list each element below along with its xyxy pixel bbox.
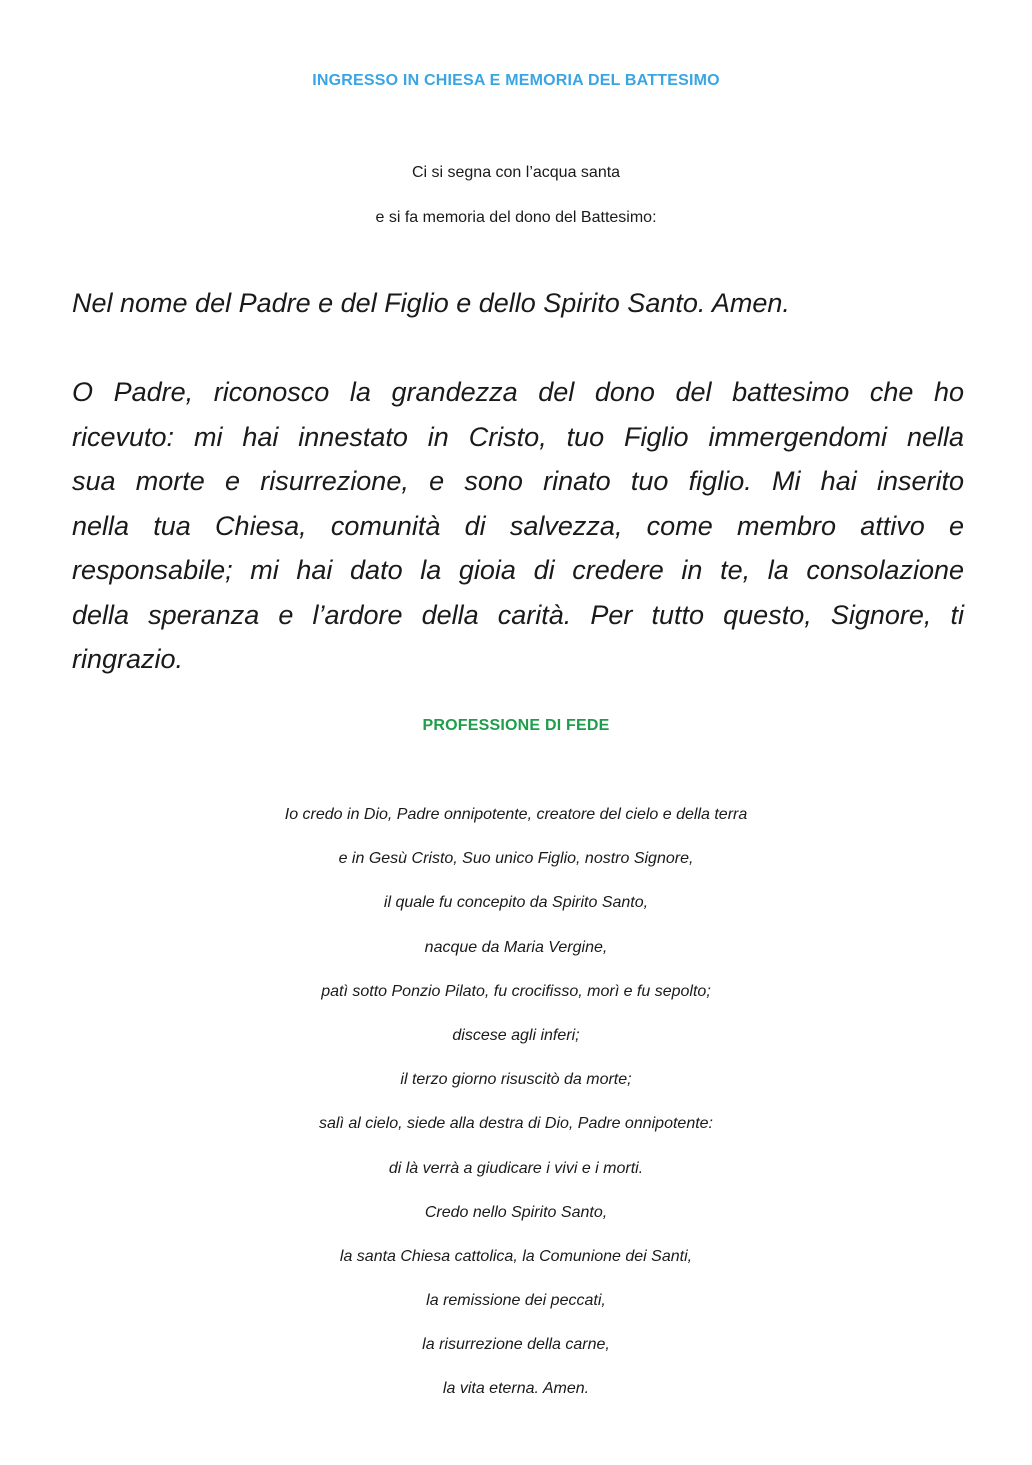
- prayer-line: responsabile; mi hai dato la gioia di credere in te, la consolazione: [72, 555, 964, 585]
- section-title-professione-di-fede: PROFESSIONE DI FEDE: [422, 717, 610, 734]
- sign-of-cross-text: Nel nome del Padre e del Figlio e dello Spirito Santo. Amen.: [72, 288, 790, 318]
- prayer-line: ricevuto: mi hai innestato in Cristo, tuo Figlio immergendomi nella: [72, 421, 964, 452]
- creed-line: nacque da Maria Vergine,: [424, 938, 608, 956]
- intro-text: [0, 150, 1032, 240]
- creed-text: [0, 793, 1032, 1412]
- creed-line: il terzo giorno risuscitò da morte;: [400, 1071, 632, 1089]
- creed-line: la vita eterna. Amen.: [442, 1380, 590, 1398]
- intro-line: Ci si segna con l’acqua santa: [411, 164, 621, 181]
- creed-line: salì al cielo, siede alla destra di Dio, Padre onnipotente:: [318, 1115, 713, 1133]
- prayer-line: sua morte e risurrezione, e sono rinato tuo figlio. Mi hai inserito: [72, 466, 964, 496]
- creed-line: Io credo in Dio, Padre onnipotente, creatore del cielo e della terra: [284, 806, 748, 823]
- creed-line: la risurrezione della carne,: [422, 1336, 610, 1354]
- baptism-prayer: [72, 370, 964, 682]
- prayer-line: nella tua Chiesa, comunità di salvezza, come membro attivo e: [72, 510, 964, 541]
- intro-line: e si fa memoria del dono del Battesimo:: [375, 209, 657, 226]
- creed-line: patì sotto Ponzio Pilato, fu crocifisso, morì e fu sepolto;: [321, 982, 711, 1000]
- creed-line: e in Gesù Cristo, Suo unico Figlio, nostro Signore,: [338, 850, 694, 868]
- creed-line: di là verrà a giudicare i vivi e i morti.: [388, 1159, 644, 1177]
- prayer-line: della speranza e l’ardore della carità. Per tutto questo, Signore, ti: [72, 599, 964, 630]
- creed-line: discese agli inferi;: [452, 1026, 580, 1044]
- creed-line: Credo nello Spirito Santo,: [424, 1203, 608, 1221]
- section-title-battesimo: INGRESSO IN CHIESA E MEMORIA DEL BATTESIMO: [312, 72, 720, 89]
- prayer-line: O Padre, riconosco la grandezza del dono del battesimo che ho: [72, 377, 964, 407]
- creed-line: la remissione dei peccati,: [426, 1292, 606, 1310]
- creed-line: la santa Chiesa cattolica, la Comunione dei Santi,: [339, 1247, 693, 1265]
- creed-line: il quale fu concepito da Spirito Santo,: [383, 894, 649, 912]
- prayer-line: ringrazio.: [72, 644, 184, 674]
